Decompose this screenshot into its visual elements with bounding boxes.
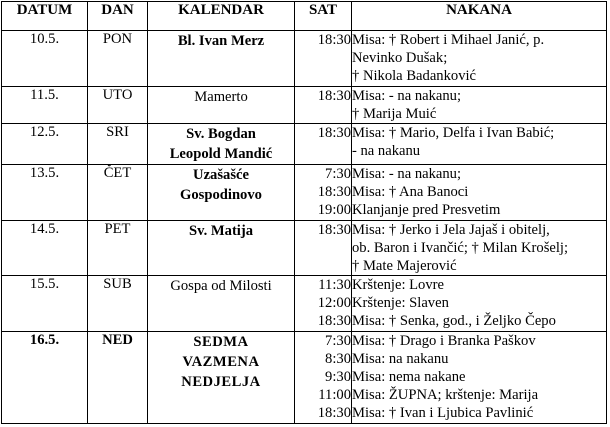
cell-kalendar (148, 31, 295, 87)
schedule-row (2, 276, 607, 332)
intention-line: Misa: - na nakanu; (352, 87, 462, 104)
kalendar-line: Gospa od Milosti (170, 278, 272, 295)
kalendar-line: Mamerto (194, 88, 248, 105)
time-line: 11:30 (318, 277, 351, 294)
intention-line: - na nakanu (352, 143, 421, 160)
kalendar-line: Sv. Bogdan (186, 125, 256, 142)
intention-line: Misa: nema nakane (352, 369, 466, 385)
cell-datum: 16.5. (2, 331, 88, 423)
cell-kalendar (148, 331, 295, 423)
cell-nakana (352, 331, 607, 423)
cell-nakana (352, 123, 607, 164)
cell-nakana (352, 164, 607, 220)
cell-dan: SRI (88, 123, 148, 164)
time-line (295, 49, 351, 67)
kalendar-line: Leopold Mandić (169, 145, 273, 162)
time-line: 8:30 (325, 350, 351, 367)
time-line: 7:30 (325, 165, 351, 182)
cell-kalendar (148, 123, 295, 164)
time-line (295, 67, 351, 85)
schedule-row (2, 331, 607, 423)
intention-line: Krštenje: Slaven (352, 295, 449, 312)
time-line: 18:30 (317, 221, 351, 238)
time-line (295, 257, 351, 275)
schedule-row (2, 86, 607, 123)
cell-sat (295, 276, 352, 332)
kalendar-line: VAZMENA (182, 353, 260, 370)
header-dan: DAN (88, 2, 148, 31)
cell-dan: PON (88, 31, 148, 87)
cell-nakana (352, 276, 607, 332)
kalendar-line: Sv. Matija (188, 222, 254, 239)
intention-line: † Marija Muić (352, 105, 437, 122)
intention-line: Misa: † Robert i Mihael Janić, p. (352, 32, 545, 48)
time-line: 9:30 (325, 369, 351, 385)
kalendar-line: SEDMA (193, 333, 249, 350)
time-line: 18:30 (317, 313, 351, 330)
cell-nakana (352, 86, 607, 123)
intention-line: Misa: ŽUPNA; krštenje: Marija (352, 387, 539, 404)
time-line: 11:00 (318, 387, 351, 404)
cell-nakana (352, 220, 607, 276)
time-line: 18:30 (317, 184, 351, 201)
time-line: 18:30 (317, 32, 351, 48)
time-line: 18:30 (317, 124, 351, 141)
cell-kalendar (148, 220, 295, 276)
intention-line: ob. Baron i Ivančić; † Milan Krošelj; (352, 239, 569, 256)
cell-sat (295, 86, 352, 123)
cell-sat (295, 123, 352, 164)
kalendar-line: NEDJELJA (181, 373, 261, 390)
intention-line: † Mate Majerović (352, 257, 457, 274)
time-line: 18:30 (317, 87, 351, 104)
intention-line: Nevinko Dušak; (352, 50, 448, 67)
header-sat: SAT (295, 2, 352, 31)
kalendar-line: Gospodinovo (180, 186, 262, 203)
header-nakana: NAKANA (352, 2, 607, 31)
cell-kalendar (148, 164, 295, 220)
intention-line: Misa: † Senka, god., i Željko Čepo (352, 313, 556, 330)
cell-sat (295, 331, 352, 423)
kalendar-line: Uzašašće (193, 166, 249, 183)
intention-line: † Nikola Badanković (352, 68, 477, 85)
time-line: 12:00 (317, 295, 351, 312)
schedule-row (2, 220, 607, 276)
cell-datum: 10.5. (2, 31, 88, 87)
cell-sat (295, 164, 352, 220)
header-datum: DATUM (2, 2, 88, 31)
intention-line: Misa: - na nakanu; (352, 165, 462, 182)
cell-kalendar (148, 276, 295, 332)
schedule-row (2, 31, 607, 87)
cell-nakana (352, 31, 607, 87)
cell-datum: 12.5. (2, 123, 88, 164)
cell-datum: 13.5. (2, 164, 88, 220)
time-line: 7:30 (325, 332, 351, 349)
intention-line: Misa: † Mario, Delfa i Ivan Babić; (352, 124, 555, 141)
intention-line: Misa: † Drago i Branka Paškov (352, 332, 536, 349)
time-line: 19:00 (317, 202, 351, 219)
cell-dan: PET (88, 220, 148, 276)
header-kalendar: KALENDAR (148, 2, 295, 31)
cell-datum: 15.5. (2, 276, 88, 332)
cell-dan: UTO (88, 86, 148, 123)
intention-line: Misa: † Jerko i Jela Jajaš i obitelj, (352, 221, 550, 238)
schedule-row (2, 123, 607, 164)
intention-line: Klanjanje pred Presvetim (352, 202, 501, 219)
intention-line: Misa: na nakanu (352, 350, 449, 367)
cell-datum: 14.5. (2, 220, 88, 276)
kalendar-line: Bl. Ivan Merz (177, 33, 265, 49)
intention-line: Misa: † Ana Banoci (352, 184, 469, 201)
cell-dan: ČET (88, 164, 148, 220)
schedule-row (2, 164, 607, 220)
cell-dan: SUB (88, 276, 148, 332)
mass-schedule-table (1, 1, 607, 424)
cell-kalendar (148, 86, 295, 123)
cell-sat (295, 31, 352, 87)
intention-line: Misa: † Ivan i Ljubica Pavlinić (352, 405, 534, 422)
cell-datum: 11.5. (2, 86, 88, 123)
header-row (2, 2, 607, 31)
schedule-body (2, 31, 607, 424)
cell-sat (295, 220, 352, 276)
intention-line: Krštenje: Lovre (352, 277, 444, 294)
time-line (295, 142, 351, 160)
cell-dan: NED (88, 331, 148, 423)
time-line (295, 105, 351, 123)
time-line: 18:30 (317, 405, 351, 422)
time-line (295, 239, 351, 257)
